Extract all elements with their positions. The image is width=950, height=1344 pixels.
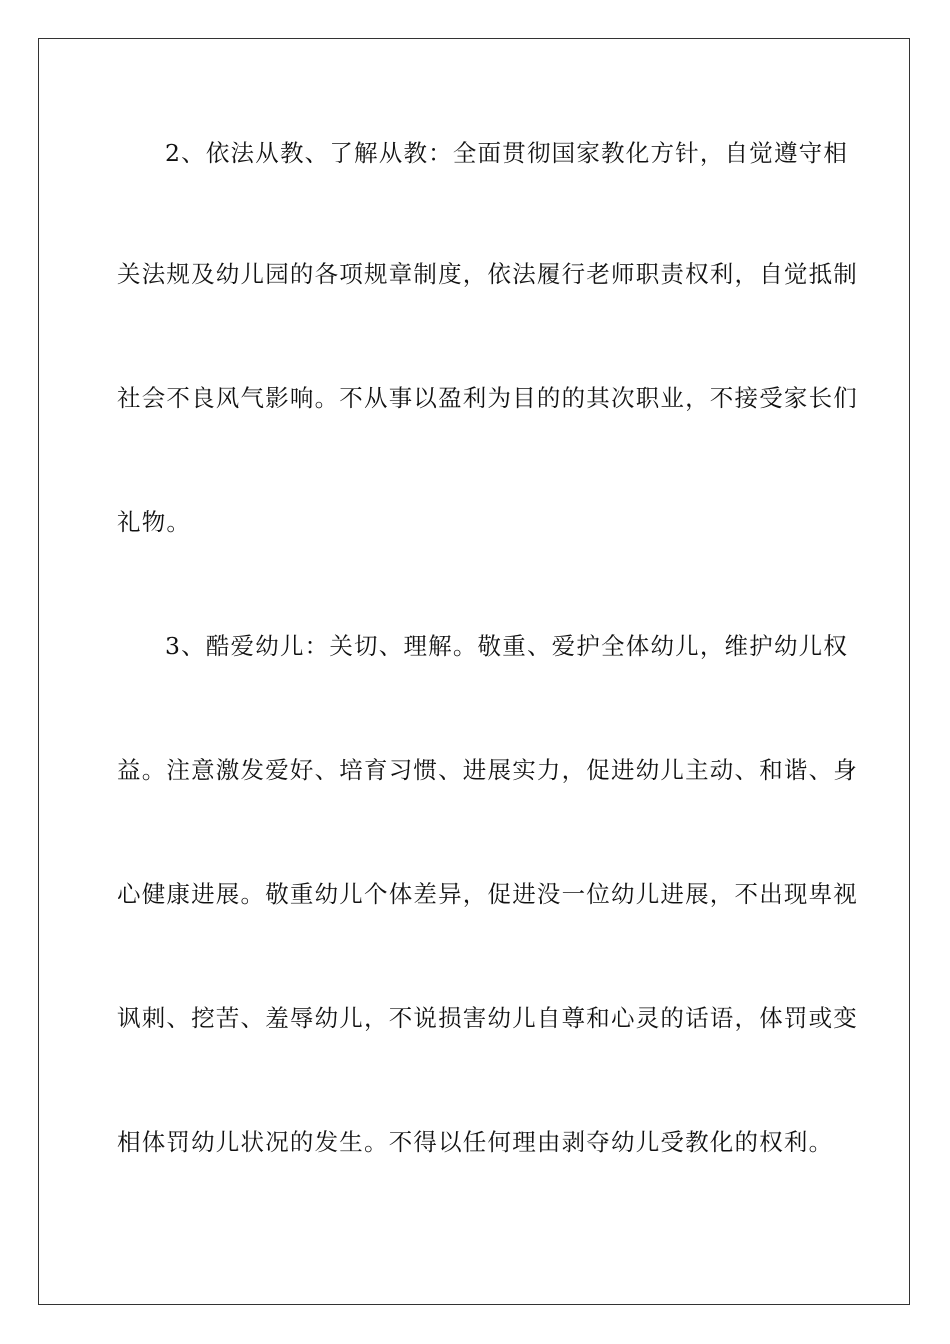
- paragraph-line: 社会不良风气影响。不从事以盈利为目的的其次职业，不接受家长们: [117, 384, 858, 412]
- paragraph-line: 益。注意激发爱好、培育习惯、进展实力，促进幼儿主动、和谐、身: [117, 756, 858, 784]
- paragraph-line: 2、依法从教、了解从教：全面贯彻国家教化方针，自觉遵守相: [165, 139, 849, 167]
- paragraph-line: 礼物。: [117, 508, 192, 536]
- paragraph-line: 讽刺、挖苦、羞辱幼儿，不说损害幼儿自尊和心灵的话语，体罚或变: [117, 1004, 858, 1032]
- page-border: [38, 38, 910, 1305]
- paragraph-line: 3、酷爱幼儿：关切、理解。敬重、爱护全体幼儿，维护幼儿权: [165, 632, 849, 660]
- paragraph-line: 相体罚幼儿状况的发生。不得以任何理由剥夺幼儿受教化的权利。: [117, 1128, 834, 1156]
- paragraph-line: 关法规及幼儿园的各项规章制度，依法履行老师职责权利，自觉抵制: [117, 260, 858, 288]
- paragraph-line: 心健康进展。敬重幼儿个体差异，促进没一位幼儿进展，不出现卑视: [117, 880, 858, 908]
